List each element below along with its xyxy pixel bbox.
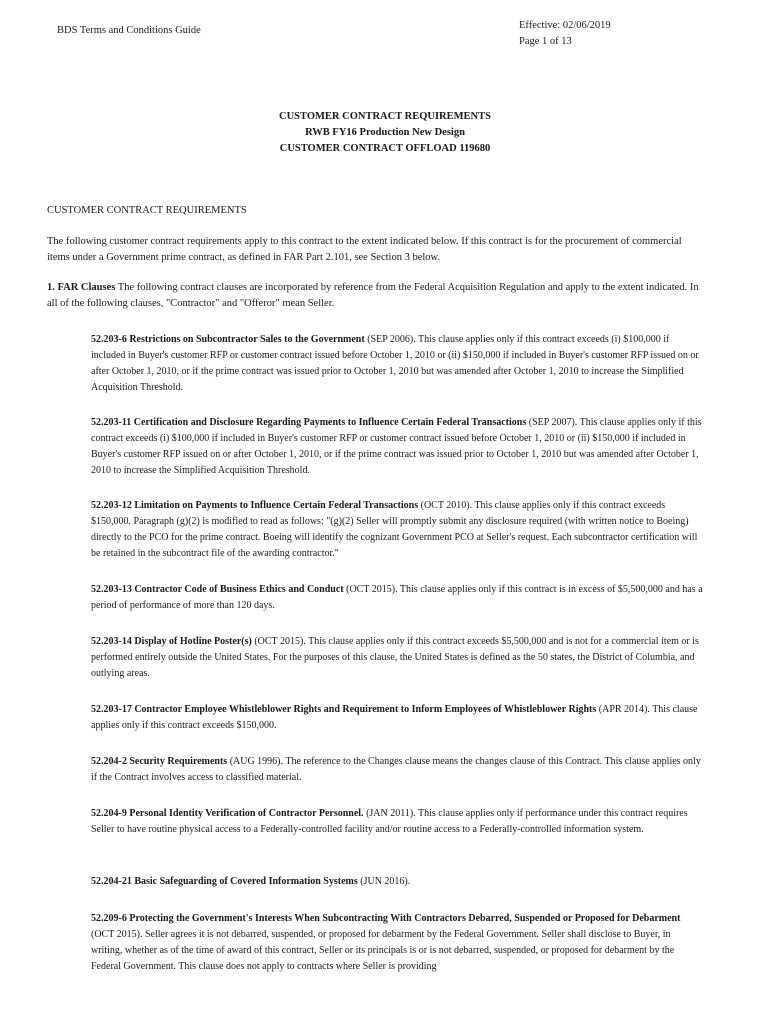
intro-paragraph: The following customer contract requirements apply to this contract to the extent indicated below. If this contract is for the procurement of commercial items under a Government prime contract, as defined in FAR Part 2.101, see Section 3 below. xyxy=(47,236,682,263)
clause-text: (SEP 2007). This clause applies only if this contract exceeds (i) $100,000 if included in Buyer's customer RFP or customer contract issued before October 1, 2010 or (ii) $150,000 if included in Buyer's customer RFP issued on or after October 1, 2010, or if the prime contract was issued prior to October 1, 2010 but was amended after October 1, 2010 to increase the Simplified Acquisition Threshold. xyxy=(91,417,702,476)
title-line-2: RWB FY16 Production New Design xyxy=(305,127,465,138)
clause-text: (AUG 1996). The reference to the Changes clause means the changes clause of this Contract. This clause applies only if the Contract involves access to classified material. xyxy=(91,756,701,783)
clause-text: (APR 2014). This clause applies only if this contract exceeds $150,000. xyxy=(91,704,698,731)
clause-52-204-9 xyxy=(91,806,703,838)
clause-title: 52.209-6 Protecting the Government's Interests When Subcontracting With Contractors Debarred, Suspended or Proposed for Debarment xyxy=(91,913,681,924)
clause-title: 52.203-6 Restrictions on Subcontractor Sales to the Government xyxy=(91,334,365,345)
clause-title: 52.203-14 Display of Hotline Poster(s) xyxy=(91,636,252,647)
clause-title: 52.203-13 Contractor Code of Business Ethics and Conduct xyxy=(91,584,344,595)
clause-52-203-11 xyxy=(91,415,703,479)
clause-title: 52.203-11 Certification and Disclosure Regarding Payments to Influence Certain Federal Transactions xyxy=(91,417,527,428)
clause-52-203-17 xyxy=(91,702,703,734)
far-clauses-label: 1. FAR Clauses xyxy=(47,282,116,293)
clause-title: 52.204-2 Security Requirements xyxy=(91,756,228,767)
title-line-1: CUSTOMER CONTRACT REQUIREMENTS xyxy=(279,111,491,122)
clause-title: 52.204-9 Personal Identity Verification of Contractor Personnel. xyxy=(91,808,364,819)
clause-title: 52.203-17 Contractor Employee Whistleblower Rights and Requirement to Inform Employees of Whistleblower Rights xyxy=(91,704,597,715)
clause-text: (OCT 2010). This clause applies only if this contract exceeds $150,000. Paragraph (g)(2) is modified to read as follows: "(g)(2) Seller will promptly submit any disclosure required (with written notice to Boeing) directly to the PCO for the prime contract. Boeing will identify the cognizant Government PCO at Seller's request. Each subcontractor certification will be retained in the subcontract file of the awarding contractor." xyxy=(91,500,698,559)
clause-title: 52.204-21 Basic Safeguarding of Covered Information Systems xyxy=(91,876,358,887)
clause-52-203-12 xyxy=(91,498,703,562)
clause-text: (OCT 2015). This clause applies only if this contract is in excess of $5,500,000 and has a period of performance of more than 120 days. xyxy=(91,584,703,611)
section-heading: CUSTOMER CONTRACT REQUIREMENTS xyxy=(47,205,247,216)
far-clauses-text: The following contract clauses are incorporated by reference from the Federal Acquisition Regulation and apply to the extent indicated. In all of the following clauses, "Contractor" and "Offeror" mean Seller. xyxy=(47,282,699,309)
clause-text: (OCT 2015). This clause applies only if this contract exceeds $5,500,000 and is not for a commercial item or is performed entirely outside the United States. For the purposes of this clause, the United States is defined as the 50 states, the District of Columbia, and outlying areas. xyxy=(91,636,699,679)
header-doc-name: BDS Terms and Conditions Guide xyxy=(57,25,201,36)
clause-title: 52.203-12 Limitation on Payments to Influence Certain Federal Transactions xyxy=(91,500,419,511)
clause-text: (SEP 2006). This clause applies only if this contract exceeds (i) $100,000 if included in Buyer's customer RFP or customer contract issued before October 1, 2010 or (ii) $150,000 if included in Buyer's customer RFP issued on or after October 1, 2010, or if the prime contract was issued prior to October 1, 2010 but was amended after October 1, 2010 to increase the Simplified Acquisition Threshold. xyxy=(91,334,699,393)
header-meta xyxy=(519,18,611,50)
clause-52-203-6 xyxy=(91,332,703,396)
document-title xyxy=(0,109,770,157)
title-line-3: CUSTOMER CONTRACT OFFLOAD 119680 xyxy=(279,143,491,154)
clause-52-203-14 xyxy=(91,634,703,682)
clause-text: (JUN 2016). xyxy=(357,876,411,887)
clause-52-204-2 xyxy=(91,754,703,786)
clause-52-209-6 xyxy=(91,911,703,975)
clause-52-204-21 xyxy=(91,874,703,890)
header-effective-date: Effective: 02/06/2019 xyxy=(519,20,611,31)
clause-text: (OCT 2015). Seller agrees it is not debarred, suspended, or proposed for debarment by the Federal Government. Seller shall disclose to Buyer, in writing, whether as of the time of award of this contract, Seller or its principals is or is not debarred, suspended, or proposed for debarment by the Federal Government. This clause does not apply to contracts where Seller is providing xyxy=(91,929,675,972)
clause-text: (JAN 2011). This clause applies only if performance under this contract requires Seller to have routine physical access to a Federally-controlled facility and/or routine access to a Federally-controlled information system. xyxy=(91,808,688,835)
header-page-number: Page 1 of 13 xyxy=(519,36,572,47)
clause-52-203-13 xyxy=(91,582,703,614)
far-clauses-paragraph xyxy=(47,280,707,312)
